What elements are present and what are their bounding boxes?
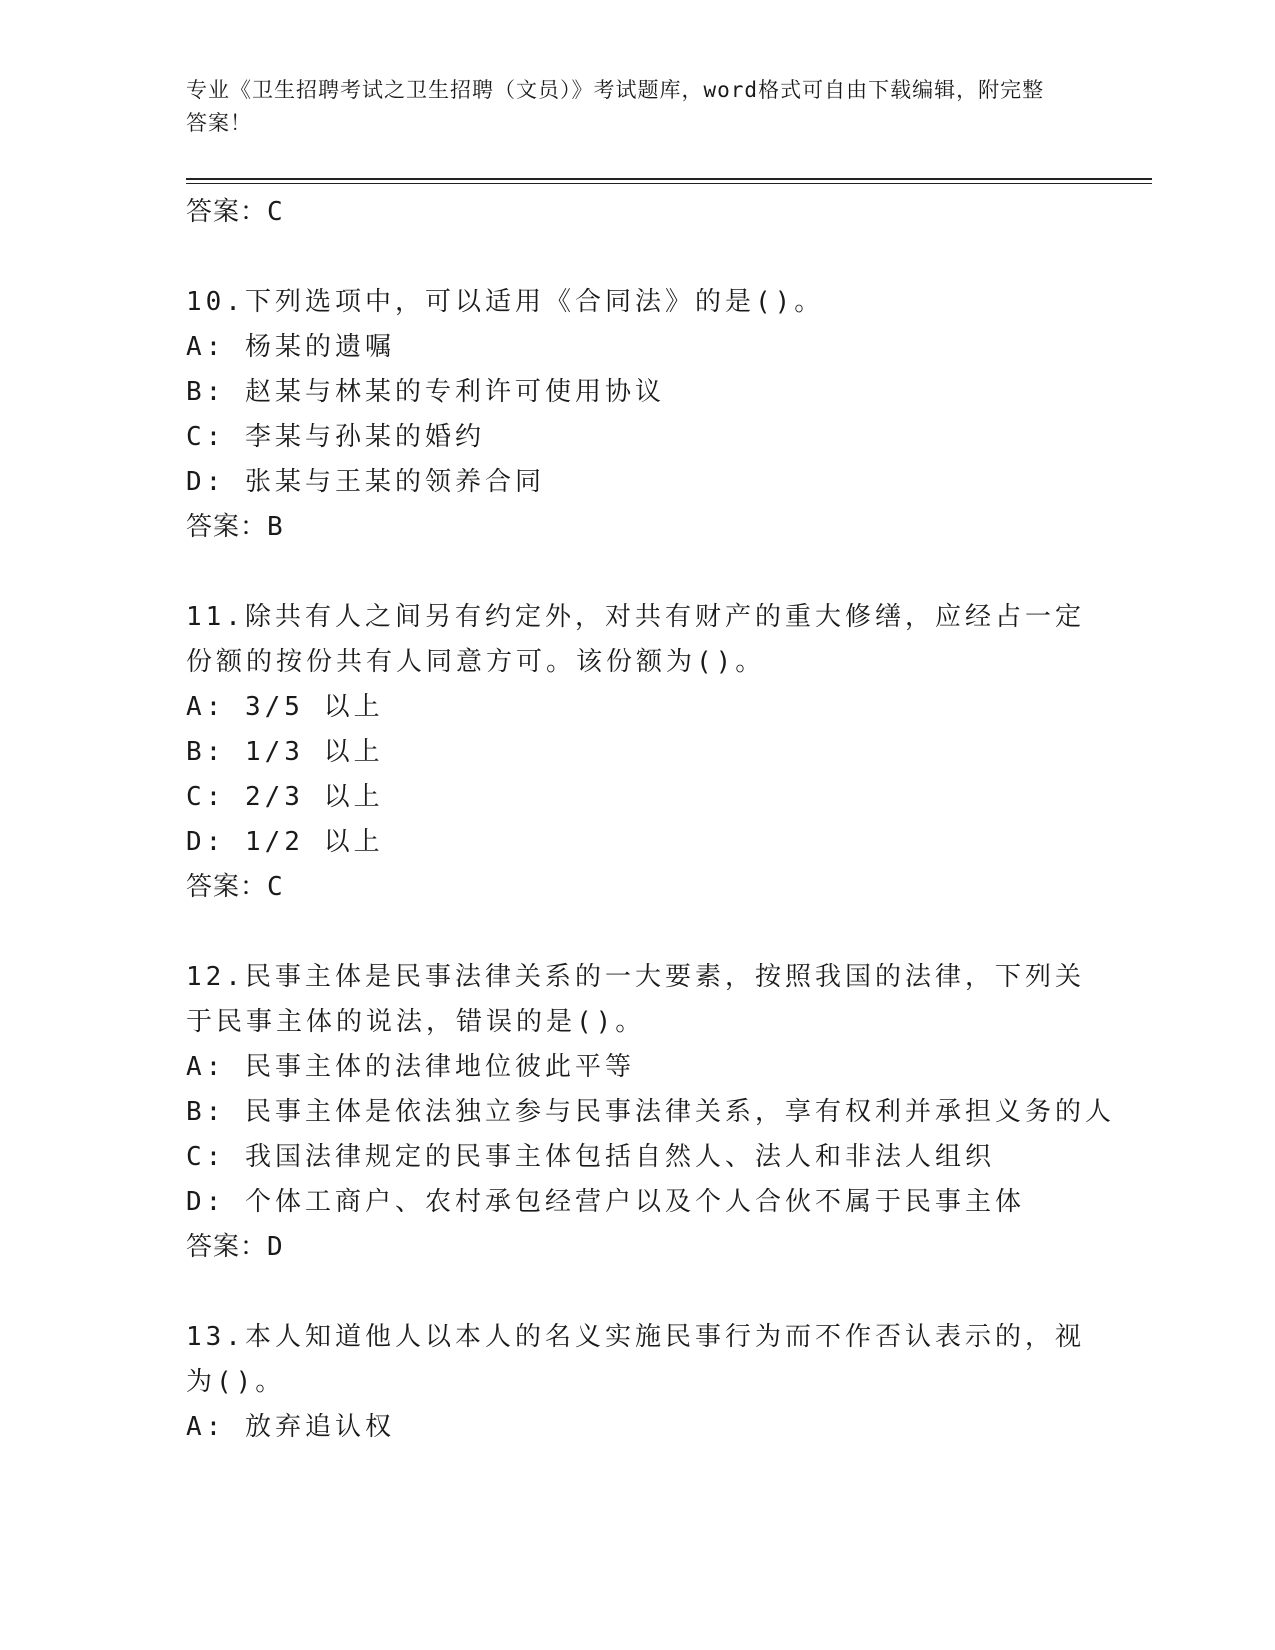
- answer-value: B: [267, 512, 284, 542]
- question-block: [186, 955, 1115, 1269]
- question-stem: 13.本人知道他人以本人的名义实施民事行为而不作否认表示的，视为()。: [186, 1322, 1085, 1397]
- option-c: [186, 775, 1086, 820]
- answer-value: C: [267, 197, 284, 227]
- option-key: D:: [186, 467, 226, 497]
- option-a: [186, 325, 1086, 370]
- option-text: 张某与王某的领养合同: [244, 467, 545, 497]
- question-stem: 11.除共有人之间另有约定外，对共有财产的重大修缮，应经占一定份额的按份共有人同意方可。该份额为()。: [186, 602, 1085, 677]
- option-text: 个体工商户、农村承包经营户以及个人合伙不属于民事主体: [244, 1187, 1025, 1217]
- option-key: D:: [186, 1187, 226, 1217]
- option-d: [186, 820, 1086, 865]
- question-block: [186, 1315, 1086, 1450]
- answer-line: [186, 505, 1086, 549]
- answer-line: [186, 1225, 1086, 1269]
- option-a: [186, 685, 1086, 730]
- answer-label: 答案：: [186, 197, 268, 227]
- option-text: 1/3 以上: [244, 737, 384, 767]
- option-key: A:: [186, 1412, 226, 1442]
- option-text: 2/3 以上: [244, 782, 384, 812]
- option-text: 放弃追认权: [244, 1412, 395, 1442]
- option-key: C:: [186, 1142, 226, 1172]
- option-b: [186, 730, 1086, 775]
- option-text: 杨某的遗嘱: [244, 332, 395, 362]
- option-key: C:: [186, 422, 226, 452]
- answer-label: 答案：: [186, 1232, 268, 1262]
- option-text: 我国法律规定的民事主体包括自然人、法人和非法人组织: [244, 1142, 995, 1172]
- question-stem: 10.下列选项中，可以适用《合同法》的是()。: [186, 287, 825, 317]
- option-key: B:: [186, 737, 226, 767]
- option-b: [186, 1090, 1115, 1135]
- option-key: A:: [186, 332, 226, 362]
- option-key: B:: [186, 377, 226, 407]
- option-text: 民事主体是依法独立参与民事法律关系，享有权利并承担义务的人: [244, 1097, 1115, 1127]
- option-d: [186, 460, 1086, 505]
- answer-label: 答案：: [186, 872, 268, 902]
- option-key: A:: [186, 692, 226, 722]
- question-block: [186, 595, 1086, 909]
- option-key: D:: [186, 827, 226, 857]
- option-text: 3/5 以上: [244, 692, 384, 722]
- option-key: B:: [186, 1097, 226, 1127]
- option-c: [186, 415, 1086, 460]
- option-a: [186, 1405, 1086, 1450]
- answer-value: D: [267, 1232, 284, 1262]
- option-c: [186, 1135, 1086, 1180]
- question-block: [186, 280, 1086, 549]
- question-stem: 12.民事主体是民事法律关系的一大要素，按照我国的法律，下列关于民事主体的说法，错误的是()。: [186, 962, 1085, 1037]
- option-key: A:: [186, 1052, 226, 1082]
- option-text: 1/2 以上: [244, 827, 384, 857]
- question-content: [186, 190, 1115, 1450]
- answer-label: 答案：: [186, 512, 268, 542]
- option-b: [186, 370, 1086, 415]
- header-note: 专业《卫生招聘考试之卫生招聘（文员）》考试题库，word格式可自由下载编辑，附完整答案！: [186, 78, 1045, 135]
- option-text: 赵某与林某的专利许可使用协议: [244, 377, 665, 407]
- answer-value: C: [267, 872, 284, 902]
- option-d: [186, 1180, 1086, 1225]
- header-divider: [186, 178, 1152, 184]
- option-text: 民事主体的法律地位彼此平等: [244, 1052, 635, 1082]
- answer-line: [186, 190, 1086, 234]
- option-text: 李某与孙某的婚约: [244, 422, 485, 452]
- answer-line: [186, 865, 1086, 909]
- option-a: [186, 1045, 1086, 1090]
- option-key: C:: [186, 782, 226, 812]
